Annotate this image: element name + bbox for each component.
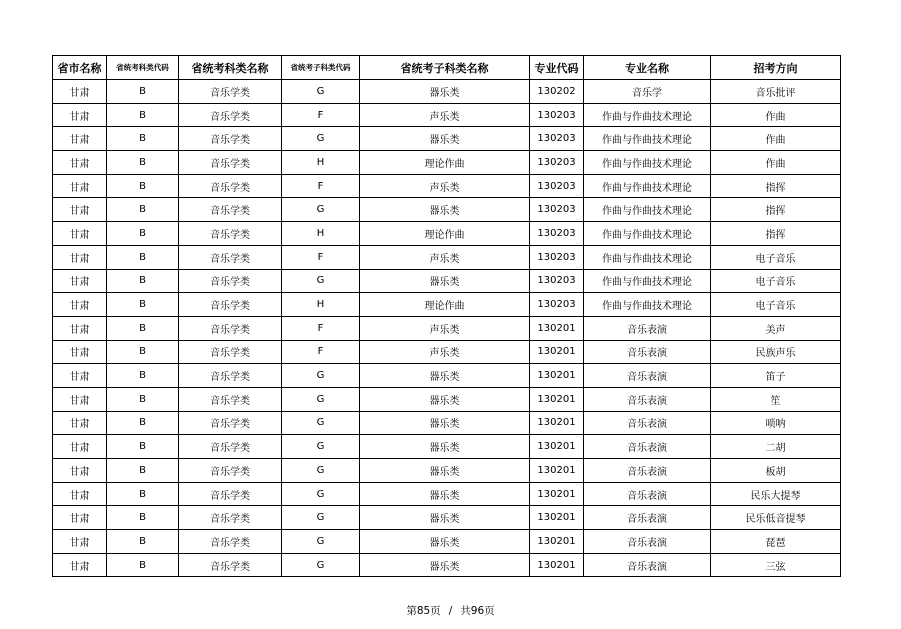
- cell-major-name: 音乐表演: [584, 553, 711, 577]
- table-row: [53, 553, 841, 577]
- cell-major-code: 130201: [530, 459, 584, 483]
- cell-subcategory-name: 器乐类: [360, 411, 530, 435]
- cell-category-code: B: [107, 411, 179, 435]
- cell-major-code: 130201: [530, 482, 584, 506]
- cell-direction: 电子音乐: [711, 269, 841, 293]
- table-row: [53, 245, 841, 269]
- table-row: [53, 127, 841, 151]
- cell-province: 甘肃: [53, 553, 107, 577]
- cell-category-name: 音乐学类: [179, 506, 282, 530]
- cell-subcategory-name: 器乐类: [360, 530, 530, 554]
- cell-major-code: 130201: [530, 364, 584, 388]
- header-major-code: 专业代码: [530, 56, 584, 80]
- cell-category-code: B: [107, 222, 179, 246]
- cell-subcategory-code: G: [282, 411, 360, 435]
- header-subcategory-code: 省统考子科类代码: [282, 56, 360, 80]
- header-province: 省市名称: [53, 56, 107, 80]
- cell-category-code: B: [107, 553, 179, 577]
- table-row: [53, 411, 841, 435]
- table-row: [53, 222, 841, 246]
- cell-subcategory-name: 理论作曲: [360, 293, 530, 317]
- cell-major-name: 音乐表演: [584, 435, 711, 459]
- cell-province: 甘肃: [53, 530, 107, 554]
- cell-direction: 板胡: [711, 459, 841, 483]
- cell-province: 甘肃: [53, 198, 107, 222]
- cell-category-code: B: [107, 364, 179, 388]
- cell-direction: 三弦: [711, 553, 841, 577]
- cell-direction: 琵琶: [711, 530, 841, 554]
- cell-province: 甘肃: [53, 482, 107, 506]
- cell-category-name: 音乐学类: [179, 530, 282, 554]
- cell-major-name: 音乐表演: [584, 316, 711, 340]
- cell-major-code: 130203: [530, 174, 584, 198]
- cell-category-name: 音乐学类: [179, 198, 282, 222]
- table-row: [53, 316, 841, 340]
- cell-major-name: 作曲与作曲技术理论: [584, 174, 711, 198]
- cell-province: 甘肃: [53, 316, 107, 340]
- cell-major-code: 130203: [530, 103, 584, 127]
- cell-category-name: 音乐学类: [179, 269, 282, 293]
- table-row: [53, 174, 841, 198]
- admission-table: [52, 55, 841, 577]
- cell-category-name: 音乐学类: [179, 103, 282, 127]
- cell-subcategory-code: H: [282, 151, 360, 175]
- page-number-current: 第85页: [406, 605, 441, 617]
- cell-major-name: 音乐表演: [584, 530, 711, 554]
- cell-direction: 作曲: [711, 151, 841, 175]
- cell-subcategory-name: 器乐类: [360, 364, 530, 388]
- cell-major-name: 作曲与作曲技术理论: [584, 293, 711, 317]
- header-category-code: 省统考科类代码: [107, 56, 179, 80]
- cell-subcategory-code: G: [282, 506, 360, 530]
- cell-direction: 电子音乐: [711, 293, 841, 317]
- cell-major-name: 音乐表演: [584, 340, 711, 364]
- cell-category-code: B: [107, 174, 179, 198]
- cell-direction: 民乐低音提琴: [711, 506, 841, 530]
- cell-direction: 美声: [711, 316, 841, 340]
- cell-major-code: 130201: [530, 387, 584, 411]
- table-row: [53, 198, 841, 222]
- cell-direction: 电子音乐: [711, 245, 841, 269]
- cell-category-name: 音乐学类: [179, 222, 282, 246]
- cell-major-code: 130201: [530, 553, 584, 577]
- cell-major-name: 音乐学: [584, 80, 711, 104]
- cell-subcategory-code: F: [282, 245, 360, 269]
- cell-subcategory-name: 器乐类: [360, 506, 530, 530]
- cell-province: 甘肃: [53, 293, 107, 317]
- cell-category-code: B: [107, 269, 179, 293]
- cell-subcategory-code: G: [282, 387, 360, 411]
- cell-major-name: 音乐表演: [584, 482, 711, 506]
- cell-direction: 作曲: [711, 127, 841, 151]
- table-row: [53, 459, 841, 483]
- cell-major-name: 作曲与作曲技术理论: [584, 151, 711, 175]
- page-separator: /: [448, 605, 453, 617]
- cell-subcategory-code: G: [282, 553, 360, 577]
- cell-major-code: 130203: [530, 151, 584, 175]
- cell-major-name: 作曲与作曲技术理论: [584, 127, 711, 151]
- cell-major-name: 音乐表演: [584, 364, 711, 388]
- cell-category-name: 音乐学类: [179, 459, 282, 483]
- cell-subcategory-name: 器乐类: [360, 127, 530, 151]
- cell-category-name: 音乐学类: [179, 411, 282, 435]
- cell-major-name: 音乐表演: [584, 459, 711, 483]
- cell-major-code: 130201: [530, 530, 584, 554]
- cell-province: 甘肃: [53, 411, 107, 435]
- cell-subcategory-code: G: [282, 198, 360, 222]
- table-row: [53, 269, 841, 293]
- cell-major-code: 130201: [530, 506, 584, 530]
- cell-category-name: 音乐学类: [179, 340, 282, 364]
- cell-major-name: 作曲与作曲技术理论: [584, 103, 711, 127]
- cell-major-name: 音乐表演: [584, 411, 711, 435]
- cell-category-code: B: [107, 459, 179, 483]
- cell-category-code: B: [107, 151, 179, 175]
- cell-subcategory-code: G: [282, 80, 360, 104]
- cell-direction: 唢呐: [711, 411, 841, 435]
- header-direction: 招考方向: [711, 56, 841, 80]
- cell-province: 甘肃: [53, 127, 107, 151]
- cell-subcategory-code: H: [282, 222, 360, 246]
- cell-subcategory-code: G: [282, 364, 360, 388]
- cell-subcategory-code: F: [282, 103, 360, 127]
- cell-major-name: 作曲与作曲技术理论: [584, 222, 711, 246]
- table-row: [53, 340, 841, 364]
- cell-subcategory-code: G: [282, 459, 360, 483]
- cell-subcategory-name: 声乐类: [360, 103, 530, 127]
- cell-major-code: 130201: [530, 411, 584, 435]
- table-row: [53, 293, 841, 317]
- table-row: [53, 482, 841, 506]
- cell-category-name: 音乐学类: [179, 174, 282, 198]
- admission-table-sheet: [52, 55, 840, 577]
- cell-major-name: 作曲与作曲技术理论: [584, 198, 711, 222]
- cell-province: 甘肃: [53, 364, 107, 388]
- cell-category-code: B: [107, 316, 179, 340]
- cell-direction: 笙: [711, 387, 841, 411]
- cell-province: 甘肃: [53, 459, 107, 483]
- cell-category-name: 音乐学类: [179, 80, 282, 104]
- cell-category-name: 音乐学类: [179, 387, 282, 411]
- cell-direction: 笛子: [711, 364, 841, 388]
- table-row: [53, 506, 841, 530]
- cell-major-code: 130203: [530, 293, 584, 317]
- cell-category-name: 音乐学类: [179, 482, 282, 506]
- cell-category-code: B: [107, 435, 179, 459]
- cell-major-code: 130203: [530, 198, 584, 222]
- cell-category-code: B: [107, 245, 179, 269]
- cell-category-code: B: [107, 340, 179, 364]
- cell-category-name: 音乐学类: [179, 151, 282, 175]
- cell-subcategory-code: G: [282, 435, 360, 459]
- cell-subcategory-name: 器乐类: [360, 459, 530, 483]
- cell-subcategory-name: 器乐类: [360, 269, 530, 293]
- cell-major-code: 130201: [530, 435, 584, 459]
- header-major-name: 专业名称: [584, 56, 711, 80]
- cell-major-name: 音乐表演: [584, 506, 711, 530]
- cell-subcategory-code: G: [282, 530, 360, 554]
- cell-category-name: 音乐学类: [179, 364, 282, 388]
- cell-province: 甘肃: [53, 151, 107, 175]
- table-row: [53, 387, 841, 411]
- cell-category-code: B: [107, 103, 179, 127]
- cell-subcategory-name: 器乐类: [360, 80, 530, 104]
- cell-category-name: 音乐学类: [179, 435, 282, 459]
- header-category-name: 省统考科类名称: [179, 56, 282, 80]
- cell-province: 甘肃: [53, 103, 107, 127]
- table-row: [53, 364, 841, 388]
- cell-major-code: 130203: [530, 245, 584, 269]
- cell-province: 甘肃: [53, 269, 107, 293]
- cell-direction: 民乐大提琴: [711, 482, 841, 506]
- cell-major-code: 130202: [530, 80, 584, 104]
- cell-province: 甘肃: [53, 387, 107, 411]
- cell-subcategory-name: 器乐类: [360, 198, 530, 222]
- cell-major-code: 130201: [530, 316, 584, 340]
- table-body: [53, 80, 841, 577]
- cell-major-name: 作曲与作曲技术理论: [584, 269, 711, 293]
- cell-category-code: B: [107, 530, 179, 554]
- cell-category-name: 音乐学类: [179, 293, 282, 317]
- cell-subcategory-name: 器乐类: [360, 482, 530, 506]
- cell-subcategory-code: F: [282, 174, 360, 198]
- header-subcategory-name: 省统考子科类名称: [360, 56, 530, 80]
- cell-province: 甘肃: [53, 245, 107, 269]
- cell-subcategory-name: 声乐类: [360, 245, 530, 269]
- cell-direction: 二胡: [711, 435, 841, 459]
- page-number-total: 共96页: [460, 605, 495, 617]
- cell-category-code: B: [107, 127, 179, 151]
- cell-major-code: 130201: [530, 340, 584, 364]
- cell-category-name: 音乐学类: [179, 245, 282, 269]
- cell-direction: 音乐批评: [711, 80, 841, 104]
- table-header-row: [53, 56, 841, 80]
- cell-province: 甘肃: [53, 340, 107, 364]
- cell-direction: 民族声乐: [711, 340, 841, 364]
- cell-category-code: B: [107, 293, 179, 317]
- cell-category-code: B: [107, 198, 179, 222]
- cell-direction: 指挥: [711, 198, 841, 222]
- cell-subcategory-name: 器乐类: [360, 553, 530, 577]
- page-footer: [0, 603, 901, 618]
- cell-subcategory-code: F: [282, 316, 360, 340]
- cell-category-code: B: [107, 80, 179, 104]
- cell-major-code: 130203: [530, 269, 584, 293]
- table-row: [53, 530, 841, 554]
- cell-province: 甘肃: [53, 80, 107, 104]
- cell-subcategory-code: H: [282, 293, 360, 317]
- table-row: [53, 103, 841, 127]
- cell-category-name: 音乐学类: [179, 127, 282, 151]
- cell-direction: 指挥: [711, 222, 841, 246]
- table-row: [53, 80, 841, 104]
- cell-subcategory-code: G: [282, 269, 360, 293]
- cell-subcategory-name: 器乐类: [360, 435, 530, 459]
- cell-category-code: B: [107, 482, 179, 506]
- cell-province: 甘肃: [53, 435, 107, 459]
- cell-category-code: B: [107, 387, 179, 411]
- cell-province: 甘肃: [53, 222, 107, 246]
- cell-major-name: 音乐表演: [584, 387, 711, 411]
- cell-subcategory-code: G: [282, 127, 360, 151]
- table-row: [53, 151, 841, 175]
- cell-province: 甘肃: [53, 174, 107, 198]
- cell-major-code: 130203: [530, 222, 584, 246]
- cell-major-code: 130203: [530, 127, 584, 151]
- cell-subcategory-name: 声乐类: [360, 340, 530, 364]
- cell-subcategory-code: F: [282, 340, 360, 364]
- cell-category-name: 音乐学类: [179, 553, 282, 577]
- cell-direction: 指挥: [711, 174, 841, 198]
- cell-major-name: 作曲与作曲技术理论: [584, 245, 711, 269]
- cell-subcategory-name: 声乐类: [360, 316, 530, 340]
- cell-subcategory-name: 声乐类: [360, 174, 530, 198]
- cell-province: 甘肃: [53, 506, 107, 530]
- cell-subcategory-name: 理论作曲: [360, 222, 530, 246]
- cell-direction: 作曲: [711, 103, 841, 127]
- cell-subcategory-name: 理论作曲: [360, 151, 530, 175]
- cell-subcategory-name: 器乐类: [360, 387, 530, 411]
- cell-category-name: 音乐学类: [179, 316, 282, 340]
- table-row: [53, 435, 841, 459]
- cell-subcategory-code: G: [282, 482, 360, 506]
- cell-category-code: B: [107, 506, 179, 530]
